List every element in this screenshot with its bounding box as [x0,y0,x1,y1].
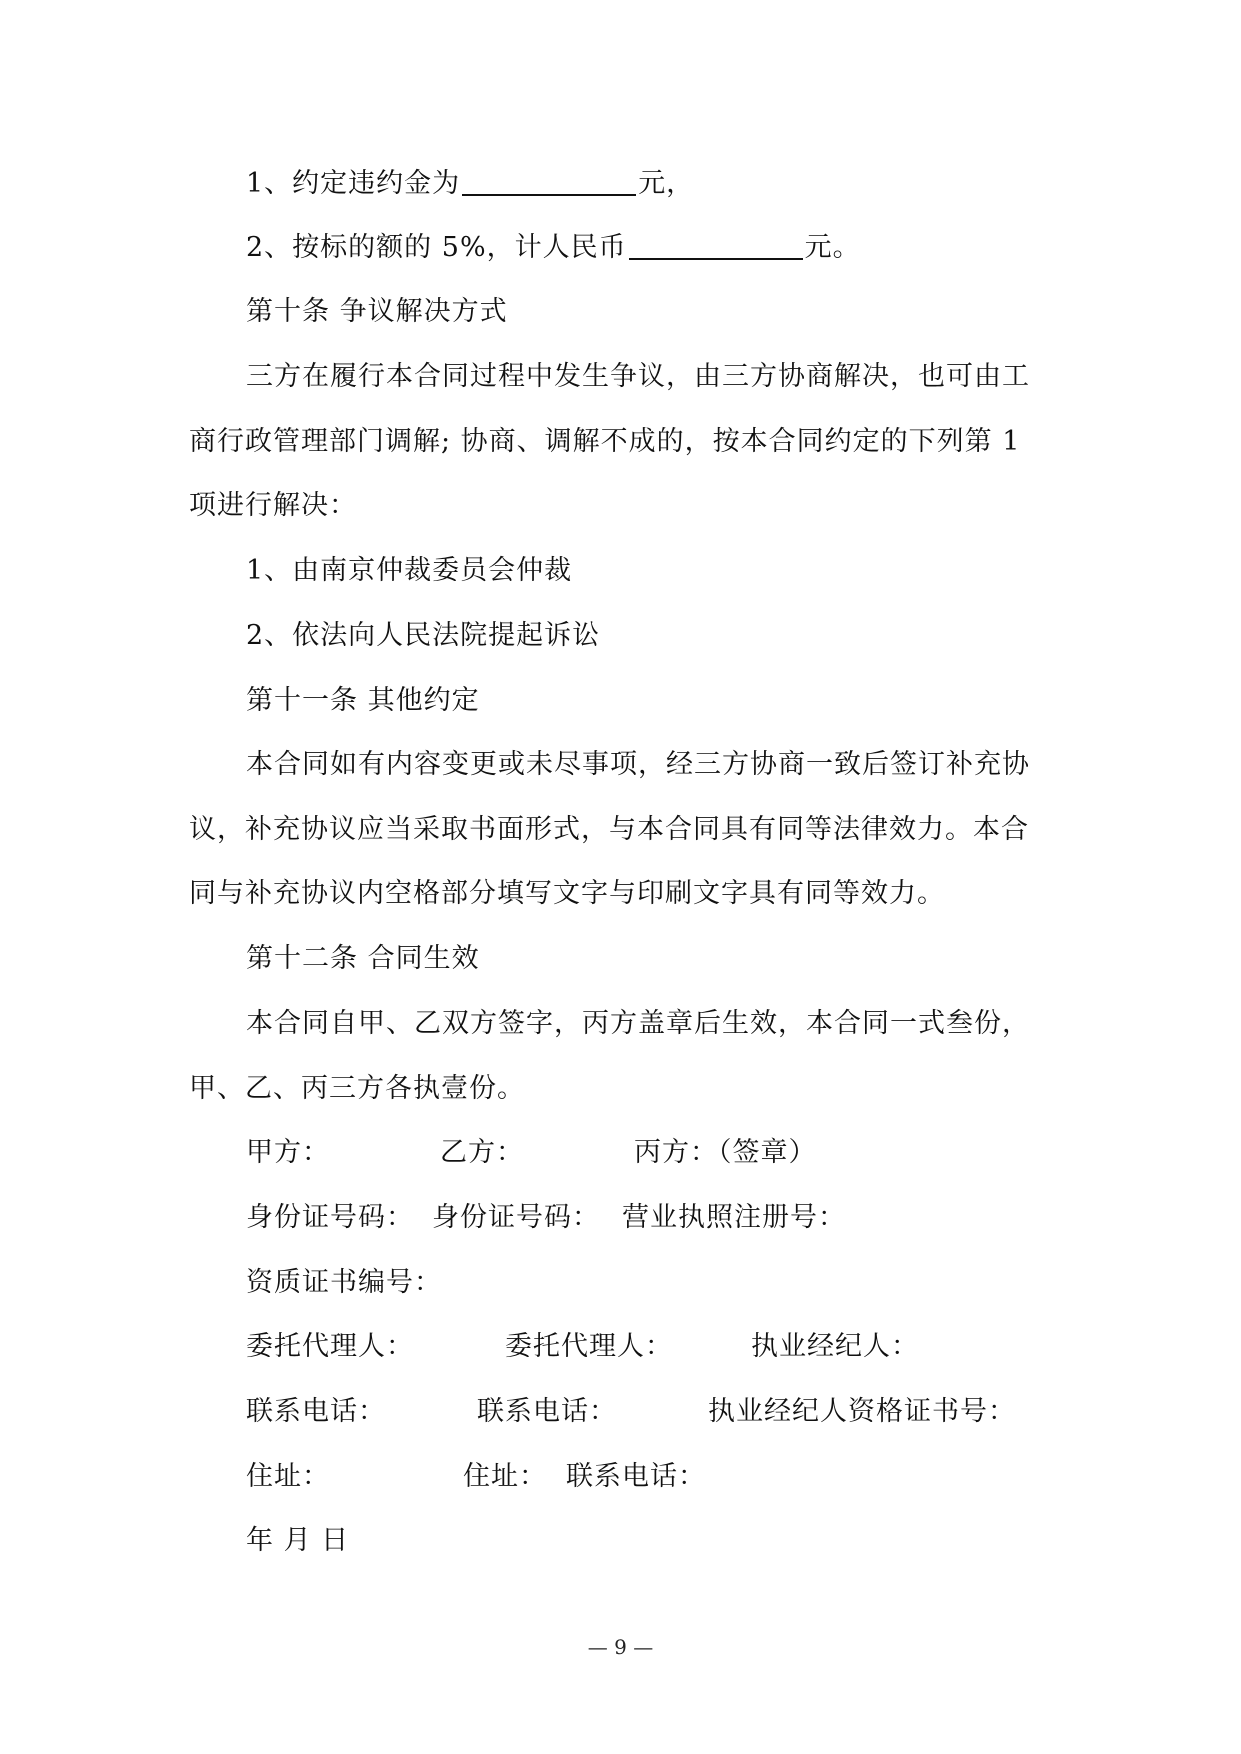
article-10-paragraph-line-1: 三方在履行本合同过程中发生争议，由三方协商解决，也可由工 [246,361,1030,392]
party-b-phone-label: 联系电话： [477,1396,617,1427]
penalty-item-2 [246,228,861,268]
article-10-heading: 第十条 争议解决方式 [246,296,508,327]
article-11-paragraph-line-1: 本合同如有内容变更或未尽事项，经三方协商一致后签订补充协 [246,749,1030,780]
article-10-paragraph-line-2: 商行政管理部门调解; 协商、调解不成的，按本合同约定的下列第 1 [189,426,1021,457]
party-c-label: 丙方：（签章） [634,1137,817,1168]
penalty-item-1-prefix: 1、约定违约金为 [246,168,461,199]
party-a-agent-label: 委托代理人： [246,1331,414,1362]
article-11-paragraph-line-2: 议，补充协议应当采取书面形式，与本合同具有同等法律效力。本合 [189,814,1029,845]
broker-cert-label: 执业经纪人资格证书号： [708,1396,1016,1427]
article-12-heading: 第十二条 合同生效 [246,943,480,974]
penalty-item-2-prefix: 2、按标的额的 5%，计人民币 [246,232,627,263]
date-line: 年 月 日 [246,1525,350,1556]
party-c-phone-label: 联系电话： [566,1461,706,1492]
article-10-paragraph-line-3: 项进行解决： [189,490,357,521]
party-a-phone-label: 联系电话： [246,1396,386,1427]
article-12-paragraph-line-1: 本合同自甲、乙双方签字，丙方盖章后生效，本合同一式叁份， [246,1008,1030,1039]
penalty-item-1-suffix: 元， [638,168,695,199]
party-b-agent-label: 委托代理人： [505,1331,673,1362]
article-12-paragraph-line-2: 甲、乙、丙三方各执壹份。 [189,1073,525,1104]
qualification-cert-label: 资质证书编号： [246,1267,442,1298]
party-b-address-label: 住址： [463,1461,547,1492]
article-11-paragraph-line-3: 同与补充协议内空格部分填写文字与印刷文字具有同等效力。 [189,878,945,909]
penalty-item-1 [246,164,694,204]
party-b-label: 乙方： [440,1137,524,1168]
article-10-option-2: 2、依法向人民法院提起诉讼 [246,620,601,651]
penalty-item-2-suffix: 元。 [804,232,861,263]
party-a-label: 甲方： [246,1137,330,1168]
page-number: — 9 — [587,1635,654,1659]
rmb-amount-blank[interactable] [629,230,803,260]
party-b-id-label: 身份证号码： [432,1202,600,1233]
party-c-broker-label: 执业经纪人： [751,1331,919,1362]
article-11-heading: 第十一条 其他约定 [246,685,480,716]
party-a-address-label: 住址： [246,1461,330,1492]
article-10-option-1: 1、由南京仲裁委员会仲裁 [246,555,573,586]
party-c-license-label: 营业执照注册号： [622,1202,846,1233]
penalty-amount-blank[interactable] [462,166,636,196]
party-a-id-label: 身份证号码： [246,1202,414,1233]
